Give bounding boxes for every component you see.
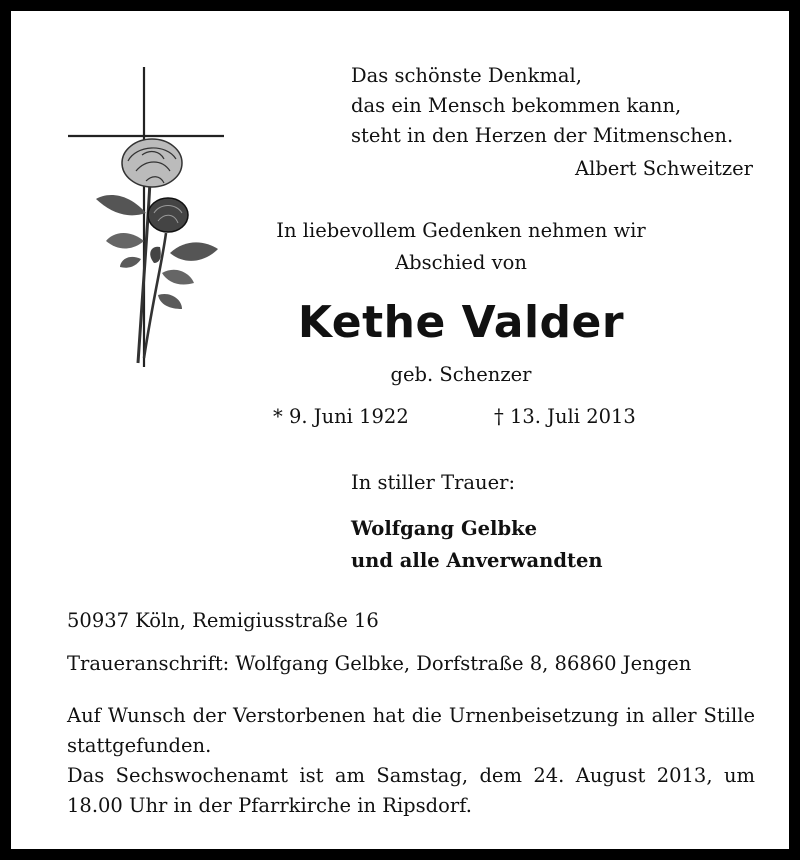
intro-line: Abschied von [395,251,527,274]
bereaved-name: Wolfgang Gelbke [351,517,538,540]
notice-paragraph: Das Sechswochenamt ist am Samstag, dem 24. August 2013, um 18.00 Uhr in der Pfarrkirche in Ripsdorf. [67,764,755,817]
quote-line: das ein Mensch bekommen kann, [351,94,682,117]
deceased-name: Kethe Valder [297,297,625,348]
death-date: † 13. Juli 2013 [494,405,636,428]
bereaved-names [351,513,603,577]
quote-line: Das schönste Denkmal, [351,64,582,87]
mourning-heading: In stiller Trauer: [351,471,516,494]
quote-author: Albert Schweitzer [575,157,753,180]
maiden-name: geb. Schenzer [390,363,532,386]
cross-with-roses-icon [66,63,226,371]
bereaved-name: und alle Anverwandten [351,549,603,572]
quote-block [351,61,733,151]
quote-line: steht in den Herzen der Mitmenschen. [351,124,734,147]
notice-paragraph: Auf Wunsch der Verstorbenen hat die Urnenbeisetzung in aller Stille stattgefunden. [67,704,755,757]
deceased-address: 50937 Köln, Remigiusstraße 16 [67,609,379,632]
mourning-address: Traueranschrift: Wolfgang Gelbke, Dorfstraße 8, 86860 Jengen [67,652,692,675]
intro-line: In liebevollem Gedenken nehmen wir [276,219,646,242]
birth-date: * 9. Juni 1922 [273,405,409,428]
notice-text [67,701,755,821]
intro-text [266,215,656,279]
